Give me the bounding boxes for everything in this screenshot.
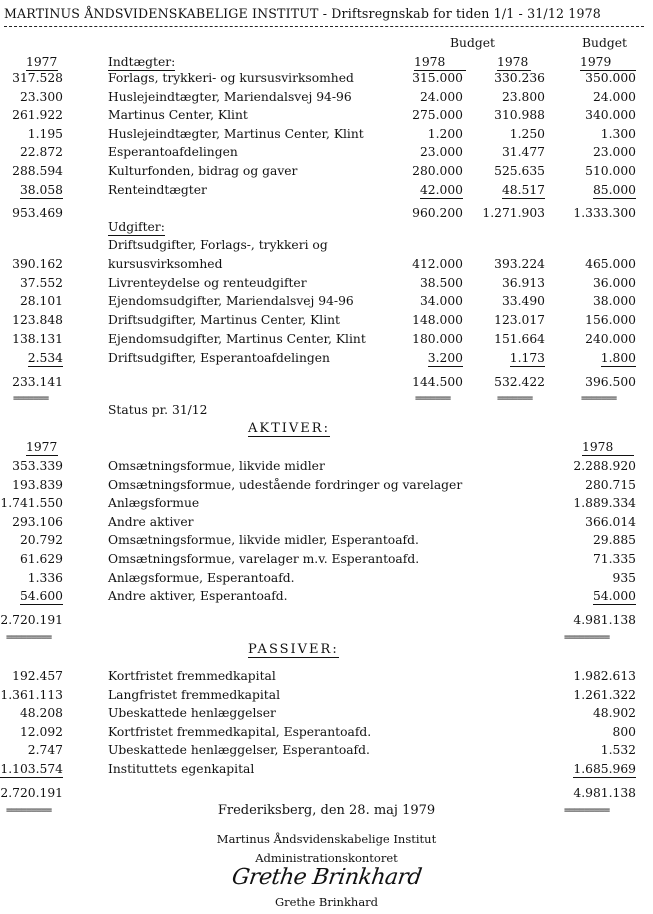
income-b1978-cell: 275.000: [412, 108, 463, 123]
col-b1978-header: 1978: [414, 55, 466, 71]
liability-1977-cell: 12.092: [19, 724, 63, 739]
liability-1978-cell: 800: [612, 724, 636, 739]
liability-1978-cell: 1.532: [600, 743, 636, 758]
liabilities-total-1977: 2.720.191: [0, 786, 63, 800]
budget-1979-label: Budget: [582, 36, 627, 50]
expense-b1979-cell: 156.000: [585, 313, 636, 328]
expense-1977-cell: 390.162: [12, 257, 63, 271]
income-b1978-cell: 42.000: [419, 182, 463, 197]
income-b1979-cell: 23.000: [592, 145, 636, 160]
liability-1978-cell: 1.685.969: [573, 762, 636, 776]
expense-1977-cell: 2.534: [27, 350, 63, 365]
expense-a1978-cell: 123.017: [494, 313, 545, 328]
income-1977-cell: 1.195: [27, 126, 63, 141]
assets-col-1977: 1977: [26, 440, 58, 454]
income-a1978-cell: 23.800: [501, 89, 545, 104]
asset-label: Andre aktiver: [108, 514, 194, 529]
expense-a1978-cell: 1.173: [509, 350, 545, 365]
asset-1978-cell: 54.000: [592, 589, 636, 604]
expense-b1978-cell: 412.000: [412, 257, 463, 271]
liability-label: Ubeskattede henlæggelser: [108, 706, 276, 721]
expense-b1978-cell: 34.000: [419, 294, 463, 309]
income-b1979-cell: 85.000: [592, 182, 636, 197]
assets-total-1978: 4.981.138: [573, 613, 636, 627]
asset-label: Omsætningsformue, varelager m.v. Esperantoafd.: [108, 552, 420, 566]
expenses-first-line: Driftsudgifter, Forlags-, trykkeri og: [108, 238, 328, 252]
income-1977-cell: 38.058: [19, 182, 63, 197]
income-b1978-cell: 23.000: [419, 145, 463, 160]
assets-col-1978: 1978: [582, 440, 634, 456]
income-1977-cell: 261.922: [12, 108, 63, 123]
expense-label: Ejendomsudgifter, Mariendalsvej 94-96: [108, 294, 354, 309]
expense-1977-cell: 123.848: [12, 313, 63, 328]
double-rule: =========: [564, 805, 610, 816]
income-a1978-cell: 1.250: [509, 126, 545, 141]
double-rule: =========: [564, 632, 610, 643]
expense-b1979-cell: 465.000: [585, 257, 636, 271]
liability-1978-cell: 48.902: [592, 706, 636, 721]
double-rule: =======: [497, 393, 533, 404]
signer-name: Grethe Brinkhard: [274, 895, 379, 909]
liability-label: Ubeskattede henlæggelser, Esperantoafd.: [108, 743, 370, 758]
expense-b1978-cell: 3.200: [427, 350, 463, 365]
income-b1978-cell: 1.200: [427, 126, 463, 141]
status-line: Status pr. 31/12: [108, 403, 208, 417]
expense-b1979-cell: 240.000: [585, 331, 636, 346]
asset-1978-cell: 280.715: [585, 477, 636, 492]
income-a1978-cell: 330.236: [494, 71, 545, 85]
asset-label: Anlægsformue: [108, 496, 200, 511]
expense-b1979-cell: 1.800: [600, 350, 636, 365]
col-a1978-header: 1978: [497, 55, 531, 71]
income-b1978-cell: 315.000: [412, 71, 463, 85]
asset-1977-cell: 1.336: [27, 570, 63, 585]
asset-1978-cell: 935: [612, 570, 636, 585]
liability-label: Kortfristet fremmedkapital, Esperantoafd.: [108, 724, 372, 739]
income-b1978-cell: 24.000: [419, 89, 463, 104]
asset-1978-cell: 71.335: [592, 552, 636, 566]
income-total-b1979: 1.333.300: [573, 206, 636, 220]
expense-label: Ejendomsudgifter, Martinus Center, Klint: [108, 331, 366, 346]
asset-1978-cell: 29.885: [592, 533, 636, 548]
income-label: Forlags, trykkeri- og kursusvirksomhed: [108, 71, 354, 85]
liability-1977-cell: 1.361.113: [0, 687, 63, 702]
expenses-title: Udgifter:: [108, 220, 165, 234]
liability-1978-cell: 1.261.322: [573, 687, 636, 702]
double-rule: =======: [415, 393, 451, 404]
asset-label: Omsætningsformue, likvide midler, Esperantoafd.: [108, 533, 419, 548]
liability-label: Kortfristet fremmedkapital: [108, 669, 276, 683]
liabilities-heading: PASSIVER:: [248, 642, 339, 657]
income-b1979-cell: 510.000: [585, 164, 636, 178]
expense-b1978-cell: 148.000: [412, 313, 463, 328]
liabilities-total-1978: 4.981.138: [573, 786, 636, 800]
income-1977-cell: 23.300: [19, 89, 63, 104]
liability-1977-cell: 192.457: [12, 669, 63, 683]
income-b1979-cell: 1.300: [600, 126, 636, 141]
expense-label: Driftsudgifter, Esperantoafdelingen: [108, 350, 330, 365]
budget-1978-label: Budget: [450, 36, 495, 50]
income-total-a1978: 1.271.903: [482, 206, 545, 220]
income-1977-cell: 317.528: [12, 71, 63, 85]
income-b1979-cell: 350.000: [585, 71, 636, 85]
double-rule: =========: [6, 805, 52, 816]
place-date: Frederiksberg, den 28. maj 1979: [217, 803, 436, 818]
handwritten-signature: Grethe Brinkhard: [230, 865, 424, 890]
income-a1978-cell: 525.635: [494, 164, 545, 178]
asset-label: Omsætningsformue, likvide midler: [108, 459, 325, 473]
income-label: Kulturfonden, bidrag og gaver: [108, 164, 298, 178]
income-label: Martinus Center, Klint: [108, 108, 248, 123]
asset-1978-cell: 2.288.920: [573, 459, 636, 473]
liability-1977-cell: 2.747: [27, 743, 63, 758]
asset-label: Anlægsformue, Esperantoafd.: [108, 570, 295, 585]
income-label: Esperantoafdelingen: [108, 145, 238, 160]
expense-1977-cell: 37.552: [19, 275, 63, 290]
asset-1977-cell: 353.339: [12, 459, 63, 473]
double-rule: =======: [13, 393, 49, 404]
income-b1979-cell: 340.000: [585, 108, 636, 123]
double-rule: =========: [6, 632, 52, 643]
result-1977: 233.141: [12, 375, 63, 389]
income-a1978-cell: 31.477: [501, 145, 545, 160]
organization-name: Martinus Åndsvidenskabelige Institut: [216, 832, 437, 846]
asset-1978-cell: 366.014: [585, 514, 636, 529]
liability-label: Langfristet fremmedkapital: [108, 687, 281, 702]
asset-1977-cell: 54.600: [19, 589, 63, 604]
expense-label: Driftsudgifter, Martinus Center, Klint: [108, 313, 341, 328]
asset-1977-cell: 293.106: [12, 514, 63, 529]
asset-1978-cell: 1.889.334: [573, 496, 636, 511]
document-title: MARTINUS ÅNDSVIDENSKABELIGE INSTITUT - Driftsregnskab for tiden 1/1 - 31/12 1978: [4, 6, 601, 21]
expense-b1979-cell: 38.000: [592, 294, 636, 309]
asset-label: Andre aktiver, Esperantoafd.: [108, 589, 288, 604]
expense-label: kursusvirksomhed: [108, 257, 223, 271]
asset-1977-cell: 20.792: [19, 533, 63, 548]
expense-a1978-cell: 36.913: [501, 275, 545, 290]
liability-1977-cell: 48.208: [19, 706, 63, 721]
result-a1978: 532.422: [494, 375, 545, 389]
expense-a1978-cell: 33.490: [501, 294, 545, 309]
liability-1977-cell: 1.103.574: [0, 762, 63, 776]
result-b1978: 144.500: [412, 375, 463, 389]
asset-1977-cell: 193.839: [12, 477, 63, 492]
office-name: Administrationskontoret: [255, 851, 398, 865]
income-label: Huslejeindtægter, Martinus Center, Klint: [108, 126, 364, 141]
income-total-1977: 953.469: [12, 206, 63, 220]
expense-b1979-cell: 36.000: [592, 275, 636, 290]
expense-b1978-cell: 180.000: [412, 331, 463, 346]
income-1977-cell: 22.872: [19, 145, 63, 160]
asset-1977-cell: 61.629: [19, 552, 63, 566]
expense-1977-cell: 28.101: [19, 294, 63, 309]
asset-1977-cell: 1.741.550: [0, 496, 63, 511]
col-b1979-header: 1979: [580, 55, 636, 71]
col-1977-header: 1977: [26, 55, 58, 69]
liability-1978-cell: 1.982.613: [573, 669, 636, 683]
income-a1978-cell: 48.517: [501, 182, 545, 197]
expense-b1978-cell: 38.500: [419, 275, 463, 290]
expense-a1978-cell: 151.664: [494, 331, 545, 346]
income-b1978-cell: 280.000: [412, 164, 463, 178]
income-total-b1978: 960.200: [412, 206, 463, 220]
expense-a1978-cell: 393.224: [494, 257, 545, 271]
income-a1978-cell: 310.988: [494, 108, 545, 123]
income-b1979-cell: 24.000: [592, 89, 636, 104]
header-rule: [4, 26, 644, 27]
liability-label: Instituttets egenkapital: [108, 762, 255, 776]
expense-label: Livrenteydelse og renteudgifter: [108, 275, 307, 290]
income-label: Renteindtægter: [108, 182, 207, 197]
income-label: Huslejeindtægter, Mariendalsvej 94-96: [108, 89, 352, 104]
assets-heading: AKTIVER:: [248, 421, 330, 436]
expense-1977-cell: 138.131: [12, 331, 63, 346]
result-b1979: 396.500: [585, 375, 636, 389]
income-1977-cell: 288.594: [12, 164, 63, 178]
asset-label: Omsætningsformue, udestående fordringer og varelager: [108, 477, 463, 492]
double-rule: =======: [581, 393, 617, 404]
income-title: Indtægter:: [108, 55, 176, 69]
assets-total-1977: 2.720.191: [0, 613, 63, 627]
